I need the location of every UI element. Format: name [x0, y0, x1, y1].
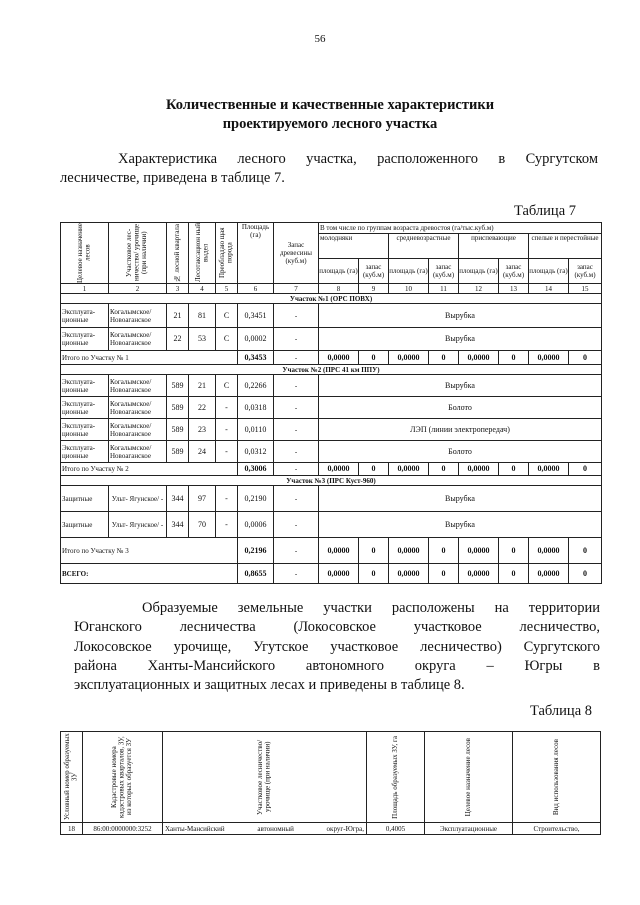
row-note: Болото [319, 397, 602, 419]
table-8 [60, 731, 601, 835]
intro-line-2: лесничестве, приведена в таблице 7. [60, 170, 285, 186]
col-num: 3 [167, 284, 189, 294]
sub-area: площадь (га) [529, 259, 569, 284]
table-row: Эксплуата- ционные Когалымское/ Новоаганское 589 23 - 0,0110 - ЛЭП (линии электропередач) [61, 419, 602, 441]
grand-total-row: ВСЕГО: 0,8655 - 0,0000 0 0,0000 0 0,0000 0 0,0000 0 [61, 564, 602, 584]
col-num: 9 [359, 284, 389, 294]
table-row: Эксплуата- ционные Когалымское/ Новоаганское 21 81 С 0,3451 - Вырубка [61, 304, 602, 328]
col-num: 15 [569, 284, 602, 294]
t8-header-use: Вид использования лесов [513, 732, 601, 823]
header-age-groups: В том числе по группам возраста древостоя (га/тыс.куб.м) [319, 223, 602, 234]
t8-header-area: Площадь образуемых ЗУ, га [367, 732, 425, 823]
total-row: Итого по Участку № 1 0,3453 - 0,0000 0 0,0000 0 0,0000 0 0,0000 0 [61, 351, 602, 365]
row-note: Вырубка [319, 328, 602, 351]
row-note: Вырубка [319, 512, 602, 538]
header-forestry: Участковое лес- ничество/ урочище (при наличии) [109, 223, 167, 284]
column-numbers-row [61, 284, 602, 294]
para2-line-3: Локосовское урочище, Угутское участковое лесничество) Сургутского [74, 638, 600, 655]
t8-header-cadastral: Кадастровые номера кадастровых кварталов, ЗУ, из которых образуется ЗУ [83, 732, 163, 823]
table-row: Защитные Ульт- Ягунское/ - 344 70 - 0,0006 - Вырубка [61, 512, 602, 538]
table-row: 18 86:00:0000000:3252 Ханты-Мансийский автономный округ-Югра, 0,4005 Эксплуатационные Строительство, [61, 823, 601, 835]
table-row: Эксплуата- ционные Когалымское/ Новоаганское 589 22 - 0,0318 - Болото [61, 397, 602, 419]
para2-line-2: Юганского лесничества (Локосовское участковое лесничество, [74, 619, 600, 636]
header-stock: Запас древесины (куб.м) [274, 223, 319, 284]
col-num: 6 [238, 284, 274, 294]
col-num: 14 [529, 284, 569, 294]
col-num: 1 [61, 284, 109, 294]
col-num: 7 [274, 284, 319, 294]
table8-caption: Таблица 8 [529, 703, 592, 719]
description-paragraph [74, 599, 600, 695]
intro-line-1: Характеристика лесного участка, расположенного в Сургутском [118, 151, 598, 167]
group-young: молодняки [319, 234, 389, 259]
total-row: Итого по Участку № 3 0,2196 - 0,0000 0 0,0000 0 0,0000 0 0,0000 0 [61, 538, 602, 564]
sub-stock: запас (куб.м) [359, 259, 389, 284]
section-title: Участок №1 (ОРС ПОВХ) [61, 294, 602, 304]
intro-paragraph [60, 150, 598, 188]
table-row: Эксплуата- ционные Когалымское/ Новоаганское 22 53 С 0,0002 - Вырубка [61, 328, 602, 351]
section-title: Участок №2 (ПРС 41 км ППУ) [61, 365, 602, 375]
section-heading [60, 96, 600, 134]
row-note: Вырубка [319, 486, 602, 512]
col-num: 10 [389, 284, 429, 294]
header-area: Площадь (га) [238, 223, 274, 284]
total-row: Итого по Участку № 2 0,3006 - 0,0000 0 0,0000 0 0,0000 0 0,0000 0 [61, 463, 602, 476]
sub-area: площадь (га) [319, 259, 359, 284]
col-num: 12 [459, 284, 499, 294]
col-num: 2 [109, 284, 167, 294]
para2-line-5: эксплуатационных и защитных лесах и приведены в таблице 8. [74, 677, 465, 694]
sub-area: площадь (га) [389, 259, 429, 284]
header-species: Преобладаю щая порода [216, 223, 238, 284]
row-note: ЛЭП (линии электропередач) [319, 419, 602, 441]
group-middle: средневозрастные [389, 234, 459, 259]
col-num: 13 [499, 284, 529, 294]
header-quarter: № лесной квартала [167, 223, 189, 284]
table-row: Эксплуата- ционные Когалымское/ Новоаганское 589 21 С 0,2266 - Вырубка [61, 375, 602, 397]
t8-header-purpose: Целевое назначение лесов [425, 732, 513, 823]
row-note: Вырубка [319, 304, 602, 328]
table-7 [60, 222, 602, 584]
table7-caption: Таблица 7 [513, 203, 576, 219]
header-allotment: Лесотаксацион ный выдел [189, 223, 216, 284]
sub-area: площадь (га) [459, 259, 499, 284]
para2-line-1: Образуемые земельные участки расположены на территории [142, 600, 600, 616]
t8-header-number: Условный номер образуемых ЗУ [61, 732, 83, 823]
row-note: Вырубка [319, 375, 602, 397]
para2-line-4: района Ханты-Мансийского автономного округа – Югры в [74, 657, 600, 674]
col-num: 5 [216, 284, 238, 294]
group-ripening: приспевающие [459, 234, 529, 259]
row-note: Болото [319, 441, 602, 463]
table-row: Защитные Ульт- Ягунское/ - 344 97 - 0,2190 - Вырубка [61, 486, 602, 512]
col-num: 4 [189, 284, 216, 294]
table-row: Эксплуата- ционные Когалымское/ Новоаганское 589 24 - 0,0312 - Болото [61, 441, 602, 463]
sub-stock: запас (куб.м) [429, 259, 459, 284]
sub-stock: запас (куб.м) [569, 259, 602, 284]
t8-header-forestry: Участковое лесничество/урочище (при наличии) [163, 732, 367, 823]
section-title: Участок №3 (ПРС Куст-960) [61, 476, 602, 486]
col-num: 11 [429, 284, 459, 294]
heading-line-2: проектируемого лесного участка [222, 116, 438, 132]
col-num: 8 [319, 284, 359, 294]
header-purpose: Целевое назначение лесов [61, 223, 109, 284]
sub-stock: запас (куб.м) [499, 259, 529, 284]
group-mature: спелые и перестойные [529, 234, 602, 259]
heading-line-1: Количественные и качественные характеристики [165, 97, 495, 113]
page-number: 56 [314, 33, 326, 45]
